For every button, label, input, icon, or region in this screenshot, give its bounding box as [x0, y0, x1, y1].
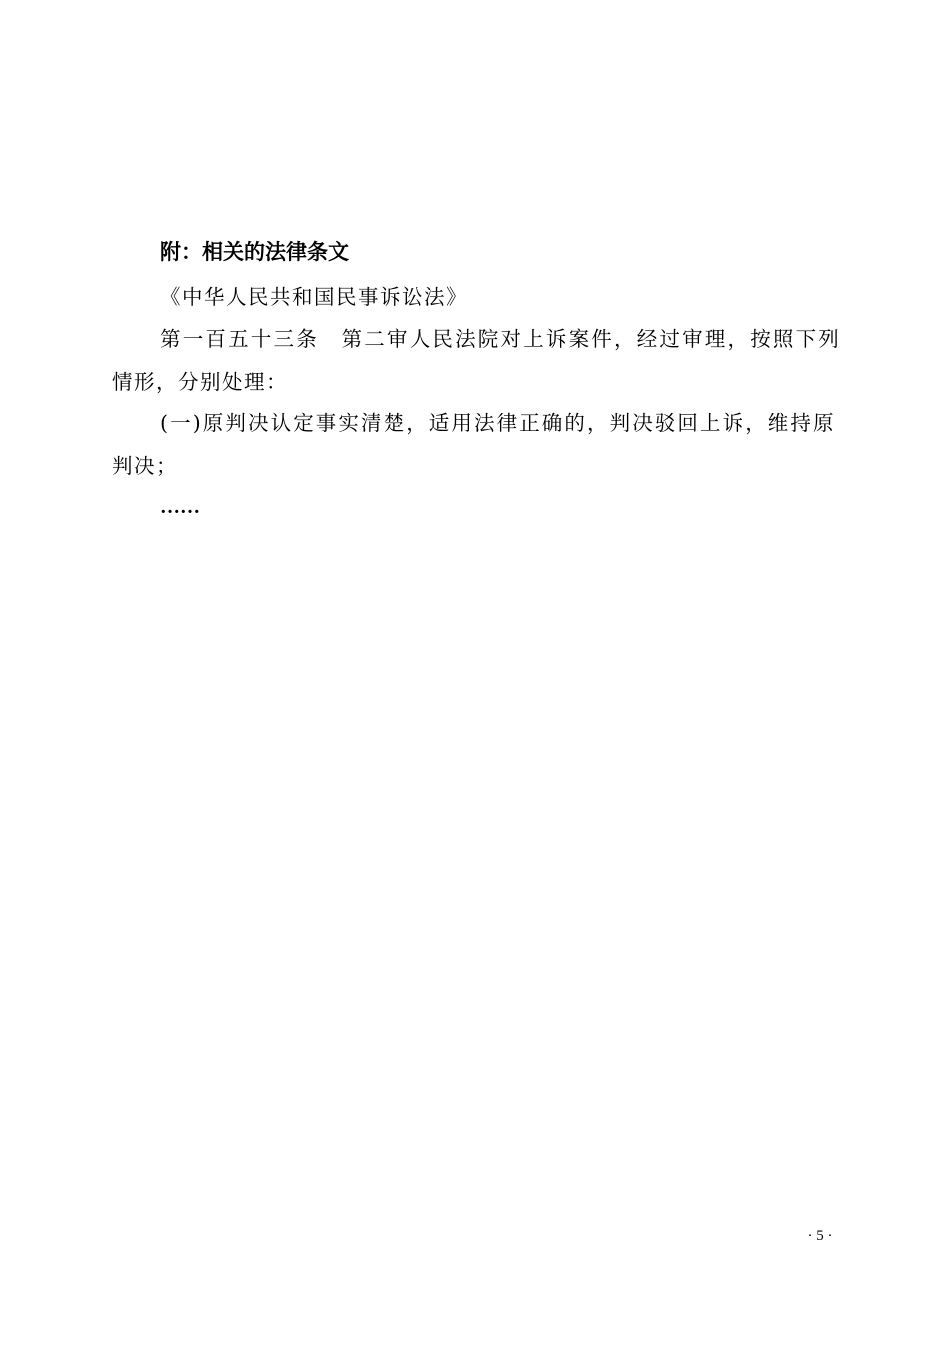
item-one-line-2: 判决； — [112, 454, 178, 478]
page-number: · 5 · — [807, 1228, 833, 1244]
ellipsis: …… — [160, 496, 200, 518]
article-153-line-1 — [160, 324, 841, 354]
article-153-line-2: 情形，分别处理： — [112, 370, 288, 394]
item-one-line-1: (一)原判决认定事实清楚，适用法律正确的，判决驳回上诉，维持原 — [160, 411, 836, 435]
appendix-heading: 附：相关的法律条文 — [160, 240, 349, 264]
article-text: 第一百五十三条 第二审人民法院对上诉案件，经过审理，按照下列 — [160, 327, 841, 351]
law-title: 《中华人民共和国民事诉讼法》 — [160, 285, 468, 309]
